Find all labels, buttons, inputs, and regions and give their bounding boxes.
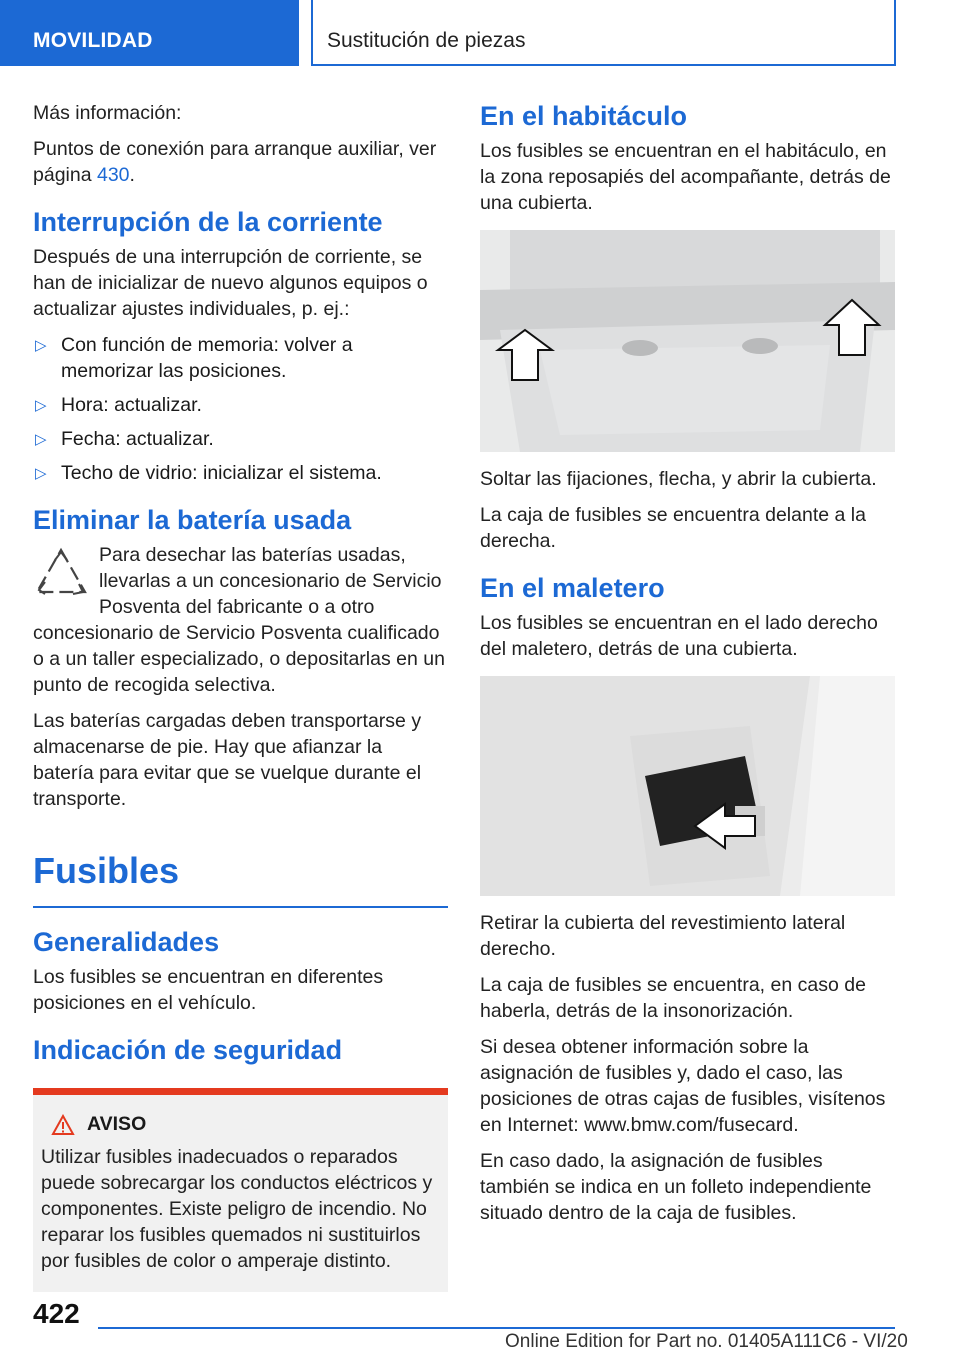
- recycle-icon: [33, 546, 89, 602]
- paragraph-habitaculo: Los fusibles se encuentran en el habitáculo, en la zona reposapiés del acompañante, detrás de una cubierta.: [480, 140, 891, 214]
- warning-title: AVISO: [87, 1113, 147, 1135]
- list-item-text: Hora: actualizar.: [61, 394, 202, 416]
- triangle-right-icon: ▷: [35, 465, 47, 482]
- more-info-label: Más información:: [33, 102, 182, 124]
- list-item: [33, 332, 448, 384]
- page-header: [0, 0, 960, 66]
- triangle-right-icon: ▷: [35, 431, 47, 448]
- warning-header: [41, 1113, 440, 1136]
- list-item-text: Techo de vidrio: inicializar el sistema.: [61, 462, 382, 484]
- warning-text: Utilizar fusibles inadecuados o reparados puede sobrecargar los conductos eléctricos y componentes. Existe peligro de incendio. No reparar los fusibles quemados ni sustituirlos por fusibles de color o amperaje distinto.: [41, 1146, 433, 1272]
- heading-interrupcion: Interrupción de la corriente: [33, 207, 383, 237]
- heading-seguridad: Indicación de seguridad: [33, 1035, 343, 1065]
- more-info-text-b: .: [129, 164, 135, 186]
- more-info-text-a: Puntos de conexión para arranque auxiliar, ver página: [33, 138, 437, 186]
- heading-habitaculo: En el habitáculo: [480, 101, 688, 131]
- triangle-right-icon: ▷: [35, 337, 47, 354]
- warning-triangle-icon: [51, 1114, 75, 1136]
- figure-habitaculo: [480, 230, 895, 452]
- section-tab: [0, 0, 299, 66]
- heading-bateria: Eliminar la batería usada: [33, 505, 352, 535]
- heading-generalidades: Generalidades: [33, 927, 220, 957]
- list-item: [33, 426, 448, 452]
- paragraph-habitaculo-2: La caja de fusibles se encuentra delante a la derecha.: [480, 504, 866, 552]
- caption-1: Soltar las fijaciones, flecha, y abrir la cubierta.: [480, 468, 877, 490]
- chapter-tab: [311, 0, 896, 66]
- list-item-text: Con función de memoria: volver a memorizar las posiciones.: [61, 334, 353, 382]
- left-column: [33, 100, 448, 1292]
- paragraph-bateria-2: Las baterías cargadas deben transportarse y almacenarse de pie. Hay que afianzar la batería para evitar que se vuelque durante el transporte.: [33, 710, 422, 810]
- page-link[interactable]: 430: [96, 164, 130, 186]
- chapter-title: Sustitución de piezas: [327, 29, 526, 52]
- list-item: [33, 392, 448, 418]
- right-column: [480, 100, 895, 1236]
- caption-2: Retirar la cubierta del revestimiento lateral derecho.: [480, 912, 846, 960]
- paragraph-interrupcion: Después de una interrupción de corriente, se han de inicializar de nuevo algunos equipos o actualizar ajustes individuales, p. ej.:: [33, 246, 428, 320]
- list-item: [33, 460, 448, 486]
- list-item-text: Fecha: actualizar.: [61, 428, 214, 450]
- heading-fusibles: Fusibles: [33, 850, 448, 908]
- section-title: MOVILIDAD: [33, 29, 153, 52]
- more-info-text: [33, 136, 448, 188]
- paragraph-bateria-1: Para desechar las baterías usadas, llevarlas a un concesionario de Servicio Posventa del fabricante o a otro concesionario de Servicio Posventa cualificado o a un taller especializado, o depositarlas en un punto de recogida selectiva.: [33, 544, 445, 696]
- bullet-list: [33, 332, 448, 486]
- recycle-block: [33, 542, 448, 698]
- footer-divider: [98, 1327, 895, 1329]
- figure-maletero: [480, 676, 895, 896]
- paragraph-maletero: Los fusibles se encuentran en el lado derecho del maletero, detrás de una cubierta.: [480, 612, 878, 660]
- triangle-right-icon: ▷: [35, 397, 47, 414]
- warning-box: [33, 1088, 448, 1292]
- paragraph-maletero-3: Si desea obtener información sobre la asignación de fusibles y, dado el caso, las posiciones de otras cajas de fusibles, visítenos en Internet: www.bmw.com/fusecard.: [480, 1036, 886, 1136]
- paragraph-generalidades: Los fusibles se encuentran en diferentes posiciones en el vehículo.: [33, 966, 384, 1014]
- paragraph-maletero-4: En caso dado, la asignación de fusibles también se indica en un folleto independiente situado dentro de la caja de fusibles.: [480, 1150, 872, 1224]
- page-number: 422: [33, 1298, 80, 1329]
- heading-maletero: En el maletero: [480, 573, 665, 603]
- edition-note: Online Edition for Part no. 01405A111C6 - VI/20: [505, 1331, 908, 1352]
- paragraph-maletero-2: La caja de fusibles se encuentra, en caso de haberla, detrás de la insonorización.: [480, 974, 866, 1022]
